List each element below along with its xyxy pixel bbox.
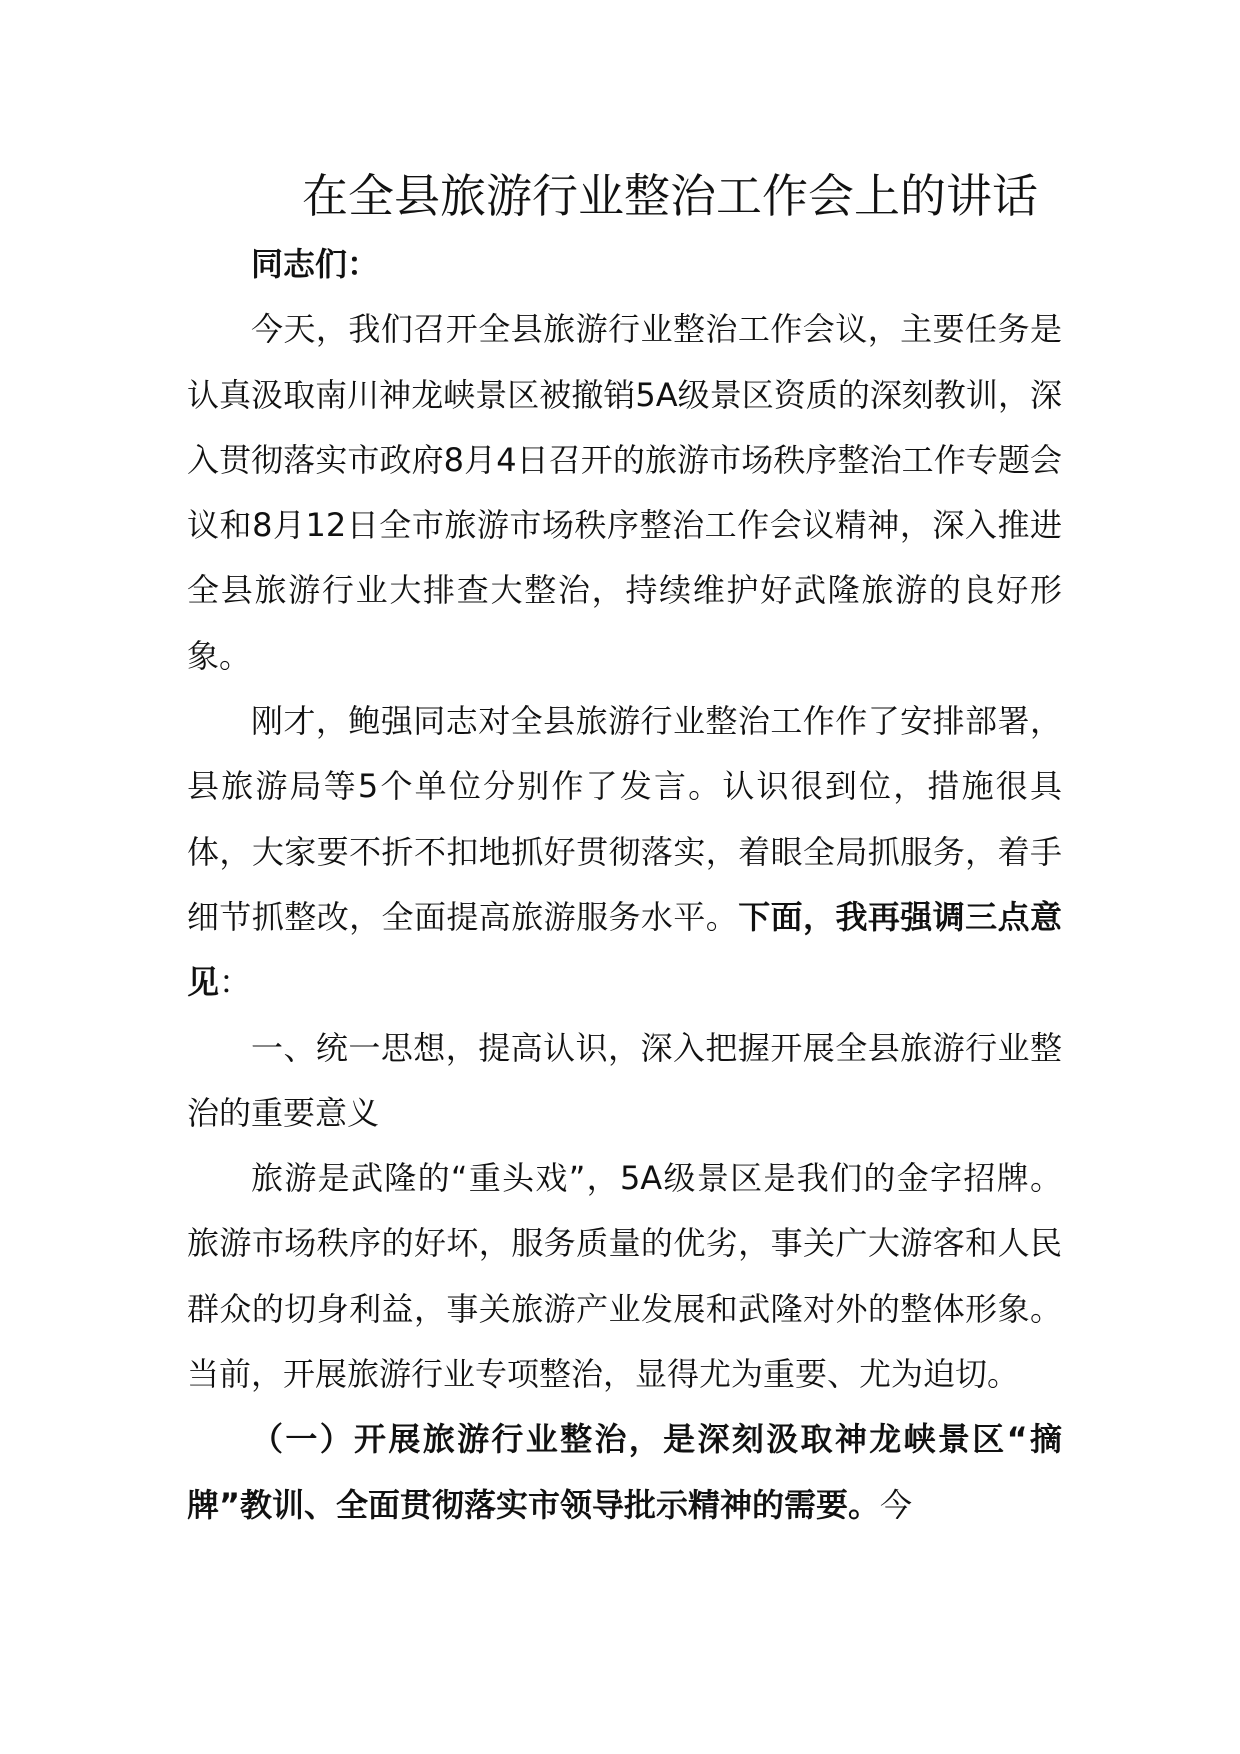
paragraph-tail-text: ： (219, 963, 252, 1002)
paragraph-text: 刚才，鲍强同志对全县旅游行业整治工作作了安排部署，县旅游局等5个单位分别作了发言。认识很到位，措施很具体，大家要不折不扣地抓好贯彻落实，着眼全局抓服务，着手细节抓整改，全面提高旅游服务水平。 (187, 702, 1062, 936)
section-heading-one (187, 1016, 1062, 1147)
paragraph-opening (187, 297, 1062, 689)
salutation: 同志们： (251, 245, 380, 283)
document-title: 在全县旅游行业整治工作会上的讲话 (302, 169, 1038, 223)
paragraph-text: 今天，我们召开全县旅游行业整治工作会议，主要任务是认真汲取南川神龙峡景区被撤销5A级景区资质的深刻教训，深入贯彻落实市政府8月4日召开的旅游市场秩序整治工作专题会议和8月12日全市旅游市场秩序整治工作会议精神，深入推进全县旅游行业大排查大整治，持续维护好武隆旅游的良好形象。 (187, 310, 1062, 675)
paragraph-tourism-importance (187, 1146, 1062, 1407)
paragraph-bold-text: 下面，我再强调三点意见 (187, 897, 1062, 1002)
paragraph-text: 旅游是武隆的“重头戏”，5A级景区是我们的金字招牌。旅游市场秩序的好坏，服务质量的优劣，事关广大游客和人民群众的切身利益，事关旅游产业发展和武隆对外的整体形象。当前，开展旅游行业专项整治，显得尤为重要、尤为迫切。 (187, 1159, 1062, 1394)
document-body (187, 232, 1062, 1538)
paragraph-arrangement (187, 689, 1062, 1015)
subsection-tail-text: 今 (880, 1485, 913, 1524)
subsection-heading-one (187, 1407, 1062, 1538)
section-heading-text: 一、统一思想，提高认识，深入把握开展全县旅游行业整治的重要意义 (187, 1028, 1062, 1132)
subsection-bold-text: （一）开展旅游行业整治，是深刻汲取神龙峡景区“摘牌”教训、全面贯彻落实市领导批示精神的需要。 (187, 1420, 1062, 1524)
